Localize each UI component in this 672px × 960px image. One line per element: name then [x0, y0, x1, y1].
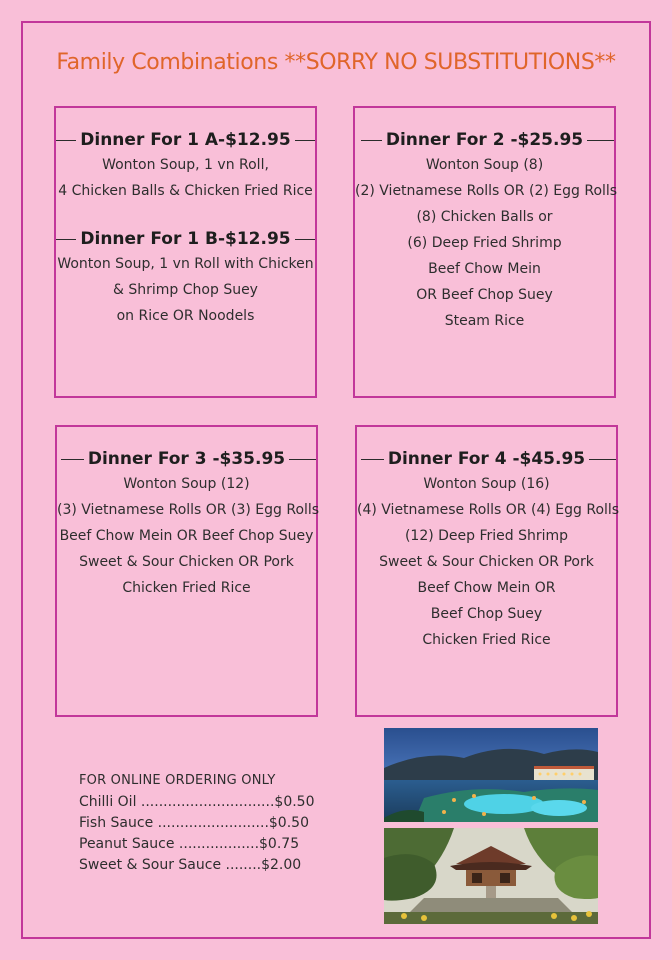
heading-label: Dinner For 2 -$25.95: [382, 128, 587, 152]
menu-item: on Rice OR Noodels: [116, 308, 255, 324]
menu-item: Beef Chop Suey: [430, 606, 543, 622]
heading-label: Dinner For 4 -$45.95: [384, 447, 589, 471]
menu-box-dinner-for-3: [55, 425, 318, 717]
section-heading: [56, 227, 315, 251]
menu-item: (3) Vietnamese Rolls OR (3) Egg Rolls: [57, 502, 320, 518]
addon-item: Fish Sauce .........................$0.50: [79, 815, 309, 831]
addon-item: Peanut Sauce ..................$0.75: [79, 836, 300, 852]
menu-item: Sweet & Sour Chicken OR Pork: [79, 554, 294, 570]
menu-item: Beef Chow Mein OR: [417, 580, 556, 596]
menu-item: (12) Deep Fried Shrimp: [404, 528, 569, 544]
resort-bay-icon: [384, 728, 598, 822]
online-ordering-list: [79, 770, 315, 876]
menu-section: [355, 128, 618, 334]
menu-item: Chicken Fried Rice: [422, 632, 551, 648]
menu-item: OR Beef Chop Suey: [416, 287, 553, 303]
menu-box-dinner-for-1: [54, 106, 317, 398]
menu-section: [56, 227, 315, 329]
online-ordering-heading: FOR ONLINE ORDERING ONLY: [79, 773, 276, 788]
section-heading: [357, 447, 616, 471]
menu-item: (2) Vietnamese Rolls OR (2) Egg Rolls: [355, 183, 618, 199]
pagoda-icon: [384, 828, 598, 924]
menu-item: 4 Chicken Balls & Chicken Fried Rice: [58, 183, 313, 199]
menu-section: [56, 128, 315, 204]
menu-item: Chicken Fried Rice: [122, 580, 251, 596]
menu-section: [57, 447, 320, 601]
section-heading: [57, 447, 316, 471]
heading-label: Dinner For 1 A-$12.95: [76, 128, 294, 152]
menu-section: [357, 447, 620, 653]
menu-item: Wonton Soup (12): [123, 476, 250, 492]
addon-item: Chilli Oil ..............................$0.50: [79, 794, 315, 810]
addon-item: Sweet & Sour Sauce ........$2.00: [79, 857, 302, 873]
section-heading: [355, 128, 614, 152]
menu-item: & Shrimp Chop Suey: [113, 282, 258, 298]
section-heading: [56, 128, 315, 152]
resort-bay-photo: [384, 728, 598, 822]
menu-box-dinner-for-4: [355, 425, 618, 717]
heading-label: Dinner For 1 B-$12.95: [76, 227, 294, 251]
menu-box-dinner-for-2: [353, 106, 616, 398]
menu-item: Beef Chow Mein: [428, 261, 541, 277]
heading-label: Dinner For 3 -$35.95: [84, 447, 289, 471]
menu-item: Beef Chow Mein OR Beef Chop Suey: [59, 528, 314, 544]
menu-item: Sweet & Sour Chicken OR Pork: [379, 554, 594, 570]
menu-item: Wonton Soup, 1 vn Roll,: [102, 157, 269, 173]
menu-item: Wonton Soup (8): [425, 157, 544, 173]
pagoda-photo: [384, 828, 598, 924]
menu-item: (6) Deep Fried Shrimp: [407, 235, 562, 251]
menu-item: Wonton Soup (16): [423, 476, 550, 492]
menu-item: (8) Chicken Balls or: [416, 209, 553, 225]
menu-item: Steam Rice: [444, 313, 525, 329]
menu-item: (4) Vietnamese Rolls OR (4) Egg Rolls: [357, 502, 620, 518]
menu-item: Wonton Soup, 1 vn Roll with Chicken: [57, 256, 314, 272]
page-title: Family Combinations **SORRY NO SUBSTITUTIONS**: [56, 50, 616, 75]
